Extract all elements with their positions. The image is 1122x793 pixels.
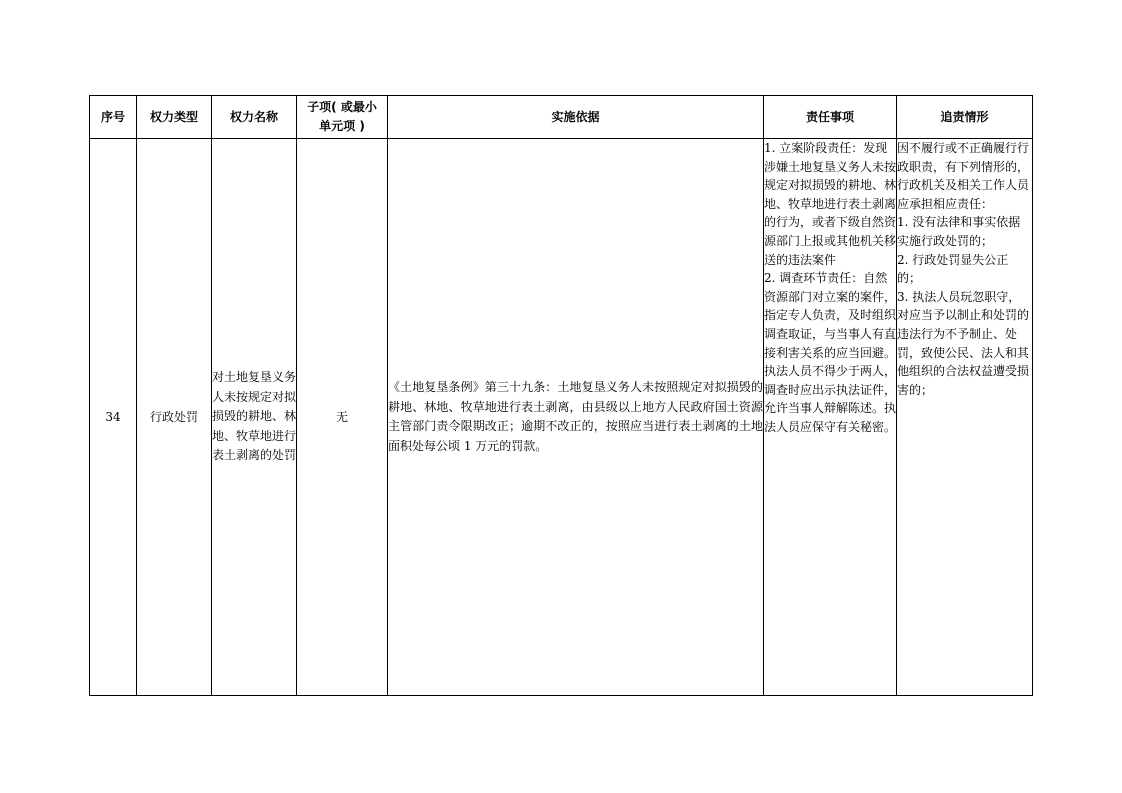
- cell-seq: 34: [90, 139, 137, 696]
- table-row: [90, 139, 1033, 696]
- header-accountability: 追责情形: [897, 96, 1033, 139]
- cell-power-type: 行政处罚: [137, 139, 212, 696]
- header-power-type: 权力类型: [137, 96, 212, 139]
- cell-accountability: 因不履行或不正确履行行政职责，有下列情形的，行政机关及相关工作人员应承担相应责任： 1. 没有法律和事实依据实施行政处罚的； 2. 行政处罚显失公正的； 3. 执法人员玩忽职守，对应当予以制止和处罚的违法行为不予制止、处罚，致使公民、法人和其他组织的合法权益遭受损害的；: [897, 139, 1033, 696]
- header-power-name: 权力名称: [212, 96, 297, 139]
- header-sub-item: 子项( 或最小单元项 ): [297, 96, 388, 139]
- power-list-table: [89, 95, 1033, 696]
- header-seq: 序号: [90, 96, 137, 139]
- cell-basis: 《土地复垦条例》第三十九条：土地复垦义务人未按照规定对拟损毁的耕地、林地、牧草地进行表土剥离，由县级以上地方人民政府国土资源主管部门责令限期改正；逾期不改正的，按照应当进行表土剥离的土地面积处每公顷 1 万元的罚款。: [388, 139, 764, 696]
- cell-responsibility: 1. 立案阶段责任：发现涉嫌土地复垦义务人未按规定对拟损毁的耕地、林地、牧草地进行表土剥离的行为，或者下级自然资源部门上报或其他机关移送的违法案件 2. 调查环节责任：自然资源部门对立案的案件，指定专人负责，及时组织调查取证，与当事人有直接利害关系的应当回避。执法人员不得少于两人，调查时应出示执法证件，允许当事人辩解陈述。执法人员应保守有关秘密。: [764, 139, 897, 696]
- cell-sub-item: 无: [297, 139, 388, 696]
- header-responsibility: 责任事项: [764, 96, 897, 139]
- cell-power-name: 对土地复垦义务人未按规定对拟损毁的耕地、林地、牧草地进行表土剥离的处罚: [212, 139, 297, 696]
- header-basis: 实施依据: [388, 96, 764, 139]
- table-header-row: [90, 96, 1033, 139]
